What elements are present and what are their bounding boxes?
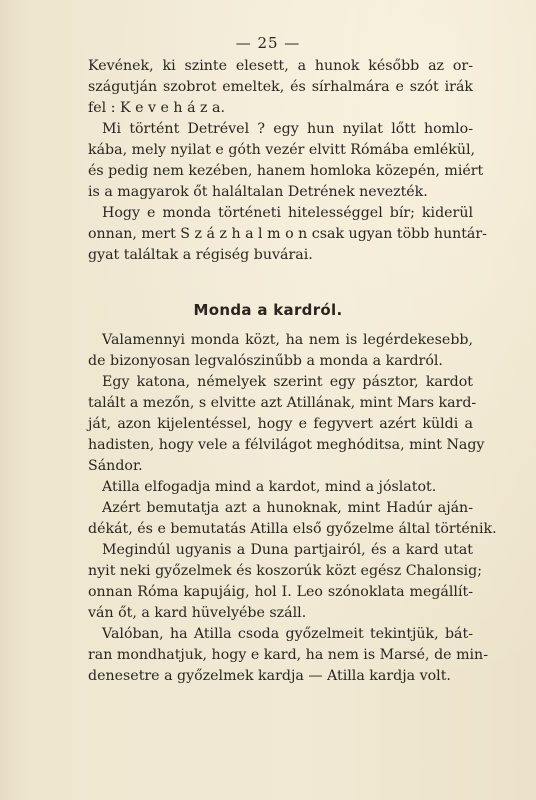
- paragraph-line: kába, mely nyilat e góth vezér elvitt Rómába emlékül,: [88, 142, 476, 158]
- paragraph-line: Hogy e monda történeti hitelességgel bír; kiderül: [102, 205, 473, 221]
- paragraph-line: dékát, és e bemutatás Atilla első győzelme által történik.: [88, 521, 497, 537]
- paragraph-line: Sándor.: [88, 458, 143, 474]
- paragraph-line: Kevének, ki szinte elesett, a hunok később az or-: [88, 58, 473, 74]
- section-1-text: [88, 56, 487, 266]
- paragraph-line: talált a mezőn, s elvitte azt Atillának, mint Mars kard-: [88, 395, 477, 411]
- paragraph-line: nyit neki győzelmek és koszorúk közt egész Chalonsig;: [88, 563, 483, 579]
- paragraph-line: Megindúl ugyanis a Duna partjairól, és a kard utat: [102, 542, 473, 558]
- paragraph-line: ját, azon kijelentéssel, hogy e fegyvert azért küldi a: [88, 416, 473, 432]
- paragraph-line: ran mondhatjuk, hogy e kard, ha nem is Marsé, de min-: [88, 647, 488, 663]
- paragraph-line: Valóban, ha Atilla csoda győzelmeit tekintjük, bát-: [102, 626, 473, 642]
- paragraph-line: Egy katona, némelyek szerint egy pásztor, kardot: [102, 374, 473, 390]
- paragraph-line: hadisten, hogy vele a félvilágot meghóditsa, mint Nagy: [88, 437, 485, 453]
- paragraph-line: Atilla elfogadja mind a kardot, mind a jóslatot.: [102, 479, 437, 495]
- paragraph-line: is a magyarok őt haláltalan Detrének nevezték.: [88, 184, 428, 200]
- paragraph-line: de bizonyosan legvalószinűbb a monda a kardról.: [88, 353, 443, 369]
- paragraph-line: fel : K e v e h á z a.: [88, 100, 225, 116]
- paragraph-line: denesetre a győzelmek kardja — Atilla kardja volt.: [88, 668, 451, 684]
- paragraph-line: Azért bemutatja azt a hunoknak, mint Hadúr aján-: [102, 500, 473, 516]
- page-number: — 25 —: [235, 34, 301, 52]
- paragraph-line: Mi történt Detrével ? egy hun nyilat lőtt homlo-: [102, 121, 473, 137]
- paragraph-line: gyat találtak a régiség buvárai.: [88, 247, 313, 263]
- section-2-text: [88, 330, 497, 687]
- paragraph-line: szágutján szobrot emeltek, és sírhalmára e szót irák: [88, 79, 473, 95]
- paragraph-line: és pedig nem kezében, hanem homloka közepén, miért: [88, 163, 484, 179]
- paragraph-line: Valamennyi monda közt, ha nem is legérdekesebb,: [102, 332, 473, 348]
- section-heading: Monda a kardról.: [193, 301, 343, 319]
- paragraph-line: ván őt, a kard hüvelyébe száll.: [88, 605, 307, 621]
- paragraph-line: onnan Róma kapujáig, hol I. Leo szónoklata megállít-: [88, 584, 473, 600]
- paragraph-line: onnan, mert S z á z h a l m o n csak ugyan több huntár-: [88, 226, 487, 242]
